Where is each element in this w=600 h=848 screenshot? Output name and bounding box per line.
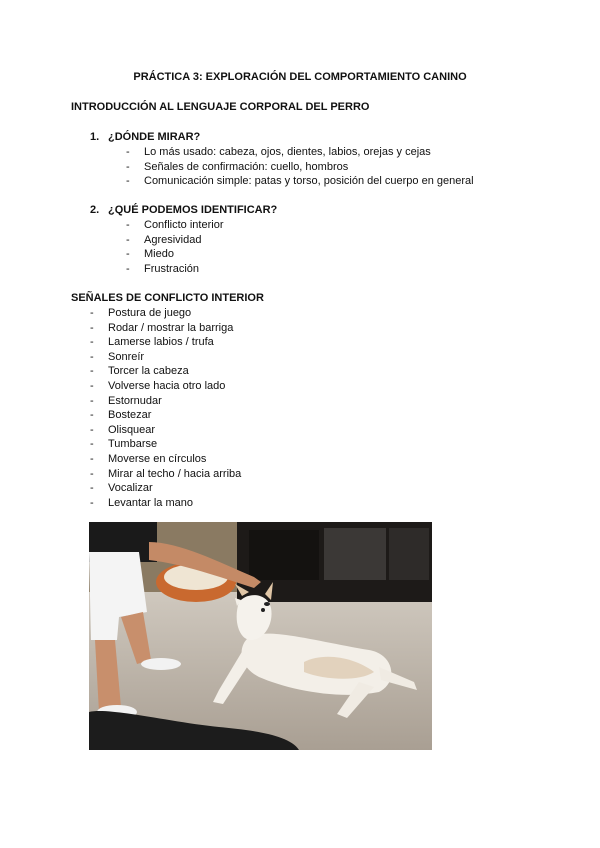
list-item: - Rodar / mostrar la barriga	[90, 321, 234, 334]
list-item: - Moverse en círculos	[90, 452, 207, 465]
list-item: - Tumbarse	[90, 438, 158, 451]
list-item: - Agresividad	[126, 233, 202, 246]
section-1-number: 1.	[90, 131, 100, 143]
list-item: - Comunicación simple: patas y torso, posición del cuerpo en general	[126, 175, 474, 188]
list-item: - Sonreír	[90, 350, 145, 363]
intro-heading: INTRODUCCIÓN AL LENGUAJE CORPORAL DEL PERRO	[71, 101, 370, 113]
list-item: - Estornudar	[90, 394, 162, 407]
dog-lying-photo	[89, 522, 432, 750]
list-item: - Vocalizar	[90, 482, 153, 495]
conflict-list	[90, 306, 241, 510]
list-item: - Olisquear	[90, 423, 156, 436]
section-1-heading	[90, 131, 200, 143]
conflict-heading: SEÑALES DE CONFLICTO INTERIOR	[71, 292, 264, 304]
list-item: - Conflicto interior	[126, 219, 224, 231]
list-item: - Postura de juego	[90, 307, 192, 319]
list-item: - Frustración	[126, 262, 200, 275]
list-item: - Señales de confirmación: cuello, hombros	[126, 160, 349, 173]
list-item: - Miedo	[126, 248, 174, 261]
list-item: - Bostezar	[90, 409, 152, 422]
list-item: - Levantar la mano	[90, 496, 193, 509]
list-item: - Volverse hacia otro lado	[90, 379, 226, 392]
section-1-list	[126, 145, 474, 189]
section-1-title: ¿DÓNDE MIRAR?	[108, 131, 201, 143]
page-title: PRÁCTICA 3: EXPLORACIÓN DEL COMPORTAMIENTO CANINO	[133, 71, 467, 83]
section-2-list	[126, 218, 223, 276]
list-item: - Lo más usado: cabeza, ojos, dientes, labios, orejas y cejas	[126, 146, 431, 158]
sock-right	[141, 658, 181, 670]
cabinet-glass	[324, 528, 386, 580]
dog-eye	[261, 608, 265, 612]
section-2-title: ¿QUÉ PODEMOS IDENTIFICAR?	[108, 204, 278, 216]
list-item: - Lamerse labios / trufa	[90, 336, 214, 349]
list-item: - Mirar al techo / hacia arriba	[90, 467, 242, 480]
dog-photo-illustration	[89, 522, 432, 750]
dog-nose	[264, 602, 270, 606]
section-2-number: 2.	[90, 204, 100, 216]
section-2-heading	[90, 204, 277, 216]
list-item: - Torcer la cabeza	[90, 365, 189, 378]
